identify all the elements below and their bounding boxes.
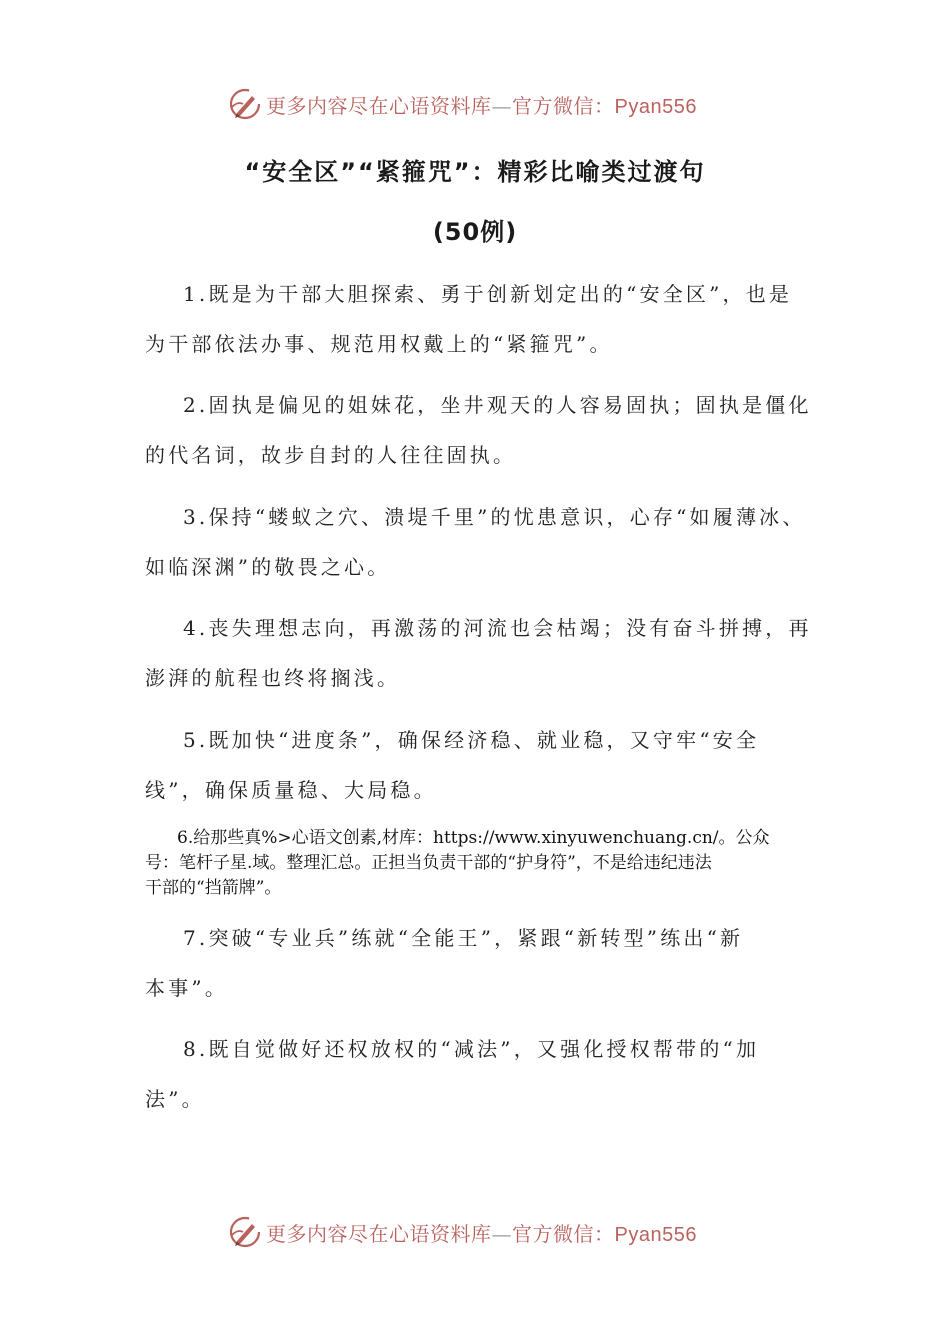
pen-logo-icon: [228, 1215, 262, 1249]
banner-text: 更多内容尽在心语资料库—官方微信：Pyan556: [266, 93, 697, 118]
header-banner: [0, 84, 950, 124]
footer-banner: [0, 1212, 950, 1252]
list-item: 1.既是为干部大胆探索、勇于创新划定出的“安全区”，也是 为干部依法办事、规范用权戴上的“紧箍咒”。: [145, 282, 793, 356]
list-item: 2.固执是偏见的姐妹花，坐井观天的人容易固执；固执是僵化 的代名词，故步自封的人往往固执。: [145, 393, 812, 467]
banner-text: 更多内容尽在心语资料库—官方微信：Pyan556: [266, 1221, 697, 1246]
list-item: 4.丧失理想志向，再激荡的河流也会枯竭；没有奋斗拼搏，再 澎湃的航程也终将搁浅。: [145, 616, 812, 690]
pen-logo-icon: [228, 87, 262, 121]
list-item: 7.突破“专业兵”练就“全能王”，紧跟“新转型”练出“新 本事”。: [145, 926, 744, 1000]
list-item: 6.给那些真%>心语文创素,材库：https://www.xinyuwenchuang.cn/。公众 号：笔杆子星.域。整理汇总。正担当负责干部的“护身符”，不是给违纪违法 干部的“挡箭牌”。: [145, 828, 770, 898]
list-item: 5.既加快“进度条”，确保经济稳、就业稳，又守牢“安全 线”，确保质量稳、大局稳。: [145, 728, 760, 802]
list-item: 3.保持“蝼蚁之穴、溃堤千里”的忧患意识，心存“如履薄冰、 如临深渊”的敬畏之心。: [145, 505, 806, 579]
page-title: “安全区”“紧箍咒”：精彩比喻类过渡句: [244, 158, 706, 186]
list-item: 8.既自觉做好还权放权的“减法”，又强化授权帮带的“加 法”。: [145, 1037, 760, 1111]
page-subtitle: (50例): [432, 218, 518, 246]
